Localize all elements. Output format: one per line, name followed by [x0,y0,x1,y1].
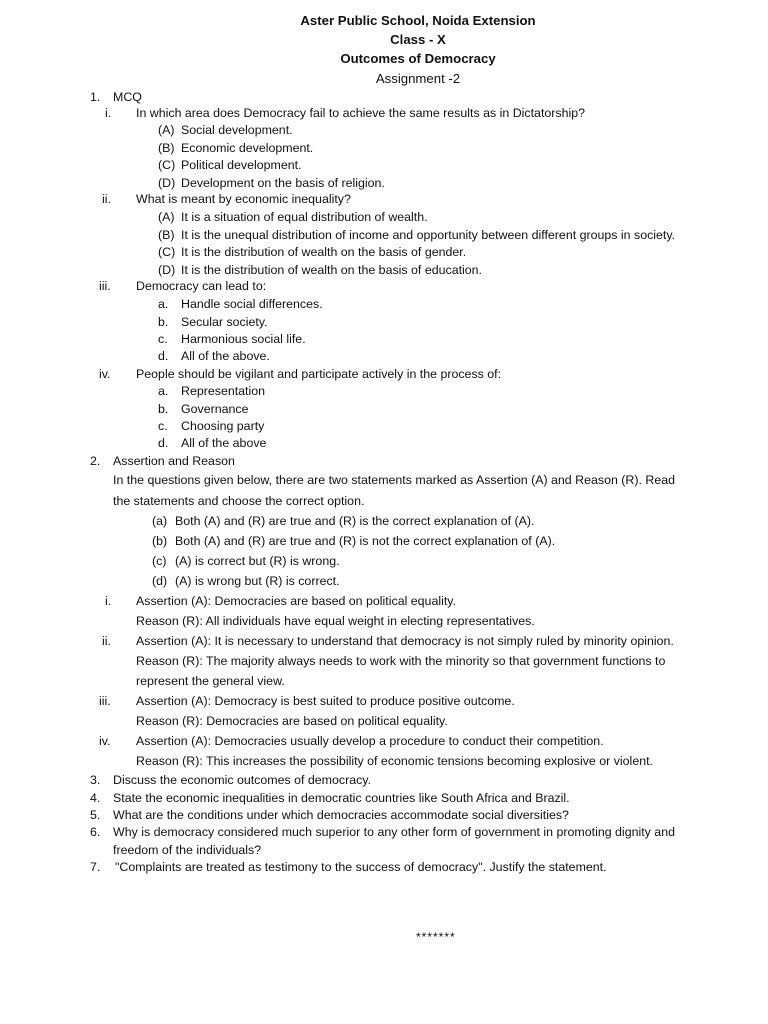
choice-label: (d) [152,574,168,588]
sub-question-text: What is meant by economic inequality? [136,192,351,206]
option-text: Harmonious social life. [181,332,306,346]
option-label: b. [158,315,169,329]
section-title-assertion-reason: Assertion and Reason [113,454,235,468]
sub-question-number: iv. [99,367,111,381]
reason-text: Reason (R): All individuals have equal weight in electing representatives. [136,614,535,628]
option-text: Political development. [181,158,302,172]
option-label: (B) [158,141,175,155]
instructions-text: the statements and choose the correct option. [113,494,365,508]
question-number: 1. [90,90,101,104]
option-label: (D) [158,176,176,190]
sub-question-number: iii. [99,694,111,708]
section-title-mcq: MCQ [113,90,142,104]
option-text: Development on the basis of religion. [181,176,385,190]
option-label: (D) [158,263,176,277]
question-text: Why is democracy considered much superior to any other form of government in promoting dignity and [113,825,675,839]
choice-text: Both (A) and (R) are true and (R) is the correct explanation of (A). [175,514,535,528]
choice-label: (b) [152,534,168,548]
choice-text: (A) is correct but (R) is wrong. [175,554,340,568]
option-text: It is the unequal distribution of income and opportunity between different groups in society. [181,228,676,242]
question-number: 5. [90,808,101,822]
sub-question-text: People should be vigilant and participate actively in the process of: [136,367,502,381]
assertion-text: Assertion (A): Democracies usually develop a procedure to conduct their competition. [136,734,604,748]
option-label: (A) [158,210,175,224]
option-label: b. [158,402,169,416]
option-text: Economic development. [181,141,314,155]
assertion-text: Assertion (A): Democracy is best suited to produce positive outcome. [136,694,515,708]
school-name: Aster Public School, Noida Extension [300,13,536,28]
question-number: 3. [90,773,101,787]
sub-question-number: iii. [99,279,111,293]
option-label: d. [158,436,169,450]
chapter-title: Outcomes of Democracy [340,51,496,66]
assertion-text: Assertion (A): It is necessary to understand that democracy is not simply ruled by minority opinion. [136,634,674,648]
sub-question-number: i. [105,106,112,120]
option-label: a. [158,297,169,311]
option-text: Governance [181,402,249,416]
option-text: It is the distribution of wealth on the basis of education. [181,263,482,277]
choice-text: (A) is wrong but (R) is correct. [175,574,340,588]
sub-question-number: ii. [102,192,111,206]
option-label: d. [158,349,169,363]
option-label: (C) [158,158,176,172]
question-text: What are the conditions under which democracies accommodate social diversities? [113,808,569,822]
option-text: Handle social differences. [181,297,323,311]
option-label: a. [158,384,169,398]
option-text: Social development. [181,123,293,137]
instructions-text: In the questions given below, there are two statements marked as Assertion (A) and Reason (R). Read [113,473,676,487]
reason-text: Reason (R): The majority always needs to work with the minority so that government functions to [136,654,666,668]
reason-text: represent the general view. [136,674,285,688]
question-number: 7. [90,860,101,874]
assertion-text: Assertion (A): Democracies are based on political equality. [136,594,457,608]
choice-label: (c) [152,554,167,568]
class-label: Class - X [390,32,446,47]
choice-text: Both (A) and (R) are true and (R) is not the correct explanation of (A). [175,534,556,548]
question-text: freedom of the individuals? [113,843,262,857]
option-text: It is a situation of equal distribution of wealth. [181,210,428,224]
sub-question-number: iv. [99,734,111,748]
question-text: State the economic inequalities in democratic countries like South Africa and Brazil. [113,791,570,805]
sub-question-text: In which area does Democracy fail to achieve the same results as in Dictatorship? [136,106,586,120]
option-text: All of the above [181,436,267,450]
assignment-title: Assignment -2 [375,71,461,86]
reason-text: Reason (R): Democracies are based on political equality. [136,714,448,728]
option-label: (A) [158,123,175,137]
question-text: Discuss the economic outcomes of democracy. [113,773,372,787]
option-label: c. [158,332,168,346]
choice-label: (a) [152,514,168,528]
question-number: 6. [90,825,101,839]
sub-question-text: Democracy can lead to: [136,279,267,293]
option-text: Representation [181,384,266,398]
sub-question-number: ii. [102,634,111,648]
option-text: All of the above. [181,349,270,363]
end-marker: ******* [416,930,456,944]
option-text: It is the distribution of wealth on the basis of gender. [181,245,467,259]
reason-text: Reason (R): This increases the possibility of economic tensions becoming explosive or violent. [136,754,653,768]
question-number: 4. [90,791,101,805]
option-text: Secular society. [181,315,268,329]
question-number: 2. [90,454,101,468]
option-label: (C) [158,245,176,259]
sub-question-number: i. [105,594,112,608]
option-label: (B) [158,228,175,242]
question-text: "Complaints are treated as testimony to the success of democracy". Justify the statement. [115,860,607,874]
option-label: c. [158,419,168,433]
option-text: Choosing party [181,419,265,433]
